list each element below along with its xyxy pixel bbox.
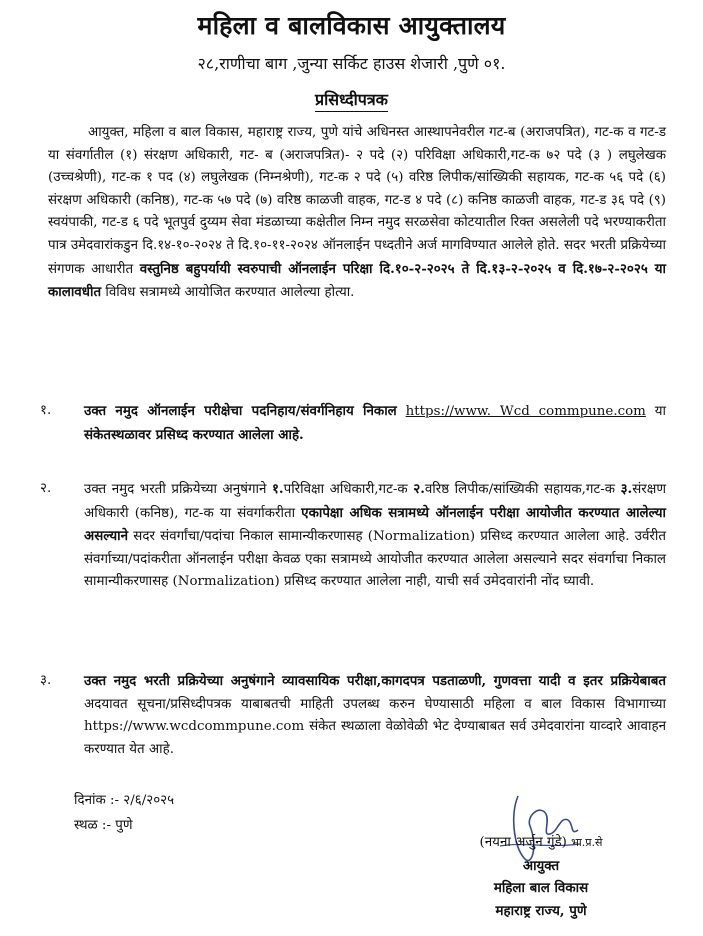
point-1: १. उक्त नमुद ऑनलाईन परीक्षेचा पदनिहाय/संवर्गनिहाय निकाल https://www. Wcd commpune.com या संकेतस्थळावर प्रसिध्द करण्यात आलेला आहे. [48,400,666,447]
exam-dates-bold: वस्तुनिष्ठ बहुपर्यायी स्वरुपाची ऑनलाईन परिक्षा दि.१०-२-२०२५ ते दि.१३-२-२०२५ व दि.१७-२-२०२५ या कालावधीत [48,260,667,301]
office-title: महिला व बालविकास आयुक्तालय [197,11,506,40]
point-number: ३. [40,673,52,688]
intro-paragraph: आयुक्त, महिला व बाल विकास, महाराष्ट्र राज्य, पुणे यांचे अधिनस्त आस्थापनेवरील गट-ब (अराजपत्रित), गट-क व गट-ड या संवर्गातील (१) संरक्षण अधिकारी, गट- ब (अराजपत्रित)- २ पदे (२) परिविक्षा अधिकारी,गट-क ७२ पदे (३ ) लघुलेखक (उच्चश्रेणी), गट-क १ पद (४) लघुलेखक (निम्नश्रेणी), गट-क २ पदे (५) वरिष्ठ लिपीक/सांख्यिकी सहायक, गट-क ५६ पदे (६) संरक्षण अधिकारी (कनिष्ठ), गट-क ५७ पदे (७) वरिष्ठ काळजी वाहक, गट-ड ४ पदे (८) कनिष्ठ काळजी वाहक, गट-ड ३६ पदे (९) स्वयंपाकी, गट-ड ६ पदे भूतपुर्व दुय्यम सेवा मंडळाच्या कक्षेतील निम्न नमुद सरळसेवा कोटयातील रिक्त असलेली पदे भरण्याकरीता पात्र उमेदवारांकडुन दि.१४-१०-२०२४ ते दि.१०-११-२०२४ ऑनलाईन पध्दतीने अर्ज मागविण्यात आलेले होते. सदर भरती प्रक्रियेच्या संगणक आधारीत वस्तुनिष्ठ बहुपर्यायी स्वरुपाची ऑनलाईन परिक्षा दि.१०-२-२०२५ ते दि.१३-२-२०२५ व दि.१७-२-२०२५ या कालावधीत विविध सत्रामध्ये आयोजित करण्यात आलेल्या होत्या. [48,125,667,301]
office-address: २८,राणीचा बाग ,जुन्या सर्किट हाउस शेजारी ,पुणे ०१. [197,54,506,73]
issue-place: स्थळ :- पुणे [74,818,133,833]
point-3: ३. उक्त नमुद भरती प्रक्रियेच्या अनुषंगाने व्यावसायिक परीक्षा,कागदपत्र पडताळणी, गुणवत्ता यादी व इतर प्रक्रियेबाबत अदयावत सूचना/प्रसिध्दीपत्रक याबाबतची माहिती उपलब्ध करुन घेण्यासाठी महिला व बाल विकास विभागाच्या https://www.wcdcommpune.com संकेत स्थळाला वेळोवेळी भेट देण्याबाबत सर्व उमेदवारांना याव्दारे आवाहन करण्यात येत आहे. [48,670,666,761]
signatory-service: भा.प्र.से [571,836,603,849]
signatory-block [436,832,646,922]
issue-date: दिनांक :- २/६/२०२५ [74,793,175,808]
signatory-state: महाराष्ट्र राज्य, पुणे [495,902,587,919]
signatory-designation: आयुक्त [522,857,560,874]
point-number: २. [40,481,52,496]
signatory-name: (नयना अर्जुन गुंडे) [479,835,567,850]
point-2: २. उक्त नमुद भरती प्रक्रियेच्या अनुषंगाने १.परिविक्षा अधिकारी,गट-क २.वरिष्ठ लिपीक/सांख्यिकी सहायक,गट-क ३.संरक्षण अधिकारी (कनिष्ठ), गट-क या संवर्गाकरीता एकापेक्षा अधिक सत्रामध्ये ऑनलाईन परीक्षा आयोजीत करण्यात आलेल्या असल्याने सदर संवर्गांचा/पदांचा निकाल सामान्यीकरणासह (Normalization) प्रसिध्द करण्यात आलेला आहे. उर्वरीत संवर्गाच्या/पदांकरीता ऑनलाईन परीक्षा केवळ एका सत्रामध्ये आयोजीत करण्यात आलेला असल्याने सदर संवर्गाचा निकाल सामान्यीकरणासह (Normalization) प्रसिध्द करण्यात आलेला नाही, याची सर्व उमेदवारांनी नोंद घ्यावी. [48,478,666,594]
results-link[interactable]: https://www. Wcd commpune.com [405,404,646,419]
document-heading: प्रसिध्दीपत्रक [0,88,703,110]
signatory-dept: महिला बाल विकास [493,880,589,897]
point-number: १. [40,403,52,418]
